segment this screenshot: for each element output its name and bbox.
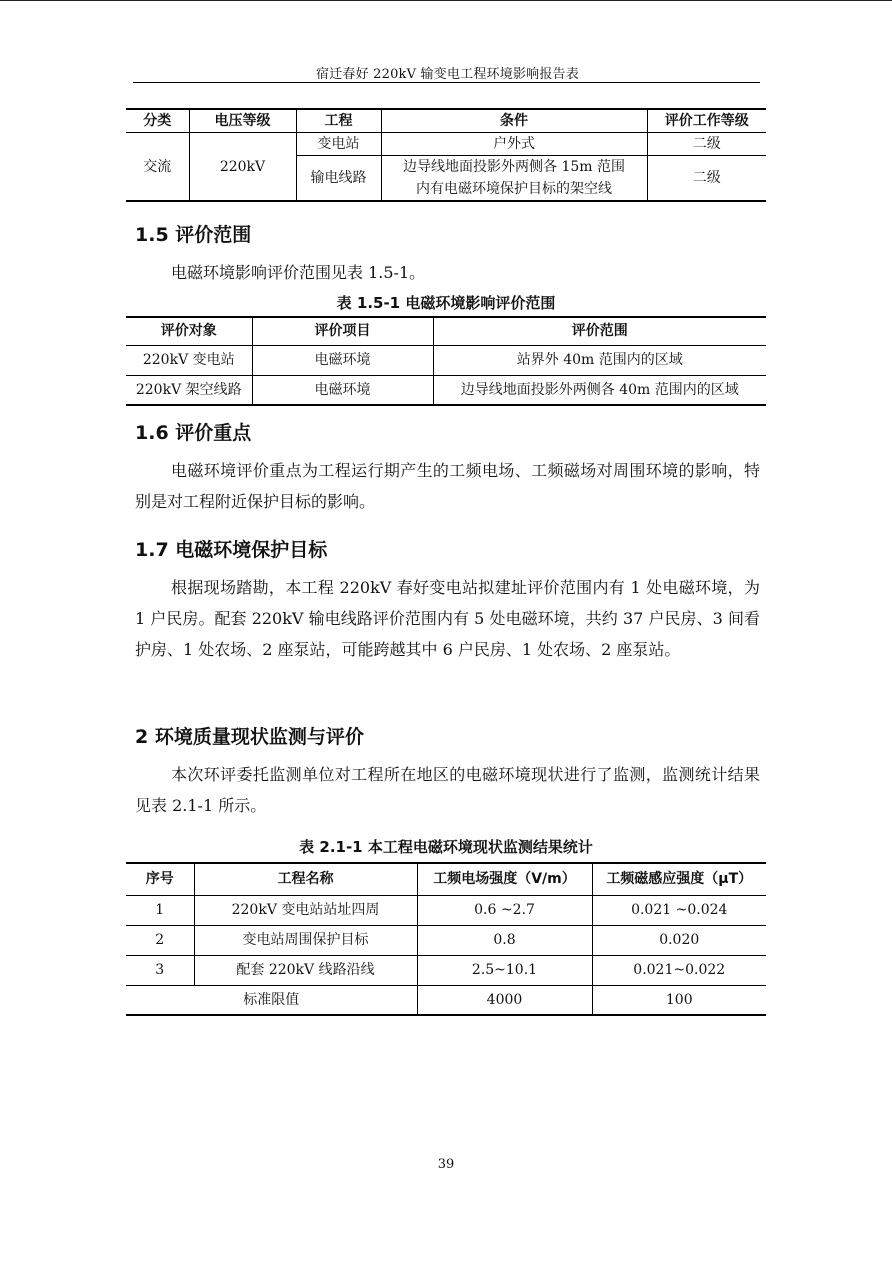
table-header-row [126, 863, 766, 895]
section-heading-2: 2 环境质量现状监测与评价 [135, 726, 364, 748]
page-number: 39 [437, 1157, 455, 1172]
table-header-cell: 评价项目 [252, 317, 433, 345]
table-row [126, 375, 766, 405]
section-1-6-paragraph: 电磁环境评价重点为工程运行期产生的工频电场、工频磁场对周围环境的影响，特别是对工程附近保护目标的影响。 [135, 461, 760, 511]
table-header-cell: 工程名称 [194, 863, 417, 895]
table-cell: 0.020 [592, 925, 766, 955]
table-header-cell: 工频电场强度（V/m） [417, 863, 592, 895]
voltage-cell: 220kV [189, 133, 296, 202]
project-cell: 变电站 [296, 133, 381, 156]
table-cell: 220kV 变电站站址四周 [194, 895, 417, 925]
table-cell: 配套 220kV 线路沿线 [194, 955, 417, 985]
top-border-line [0, 0, 892, 1]
evaluation-scope-table [126, 316, 766, 406]
table-cell: 3 [126, 955, 194, 985]
table-cell: 0.021 ~0.024 [592, 895, 766, 925]
level-cell: 二级 [647, 156, 766, 202]
table-header-cell: 评价范围 [433, 317, 766, 345]
section-1-7-paragraph: 根据现场踏勘，本工程 220kV 春好变电站拟建址评价范围内有 1 处电磁环境，为 1 户民房。配套 220kV 输电线路评价范围内有 5 处电磁环境，共约 37 户民房、3 间看护房、1 处农场、2 座泵站，可能跨越其中 6 户民房、1 处农场、2 座泵站。 [135, 578, 760, 659]
table-row [126, 133, 766, 156]
standard-limit-label: 标准限值 [126, 985, 417, 1015]
table-cell: 站界外 40m 范围内的区域 [433, 345, 766, 375]
table-cell: 0.6 ~2.7 [417, 895, 592, 925]
table-row [126, 955, 766, 985]
table-row [126, 895, 766, 925]
table-cell: 边导线地面投影外两侧各 40m 范围内的区域 [433, 375, 766, 405]
table-cell: 0.8 [417, 925, 592, 955]
table-header-cell: 序号 [126, 863, 194, 895]
running-header: 宿迁春好 220kV 输变电工程环境影响报告表 [316, 67, 579, 82]
table-caption-2-1-1: 表 2.1-1 本工程电磁环境现状监测结果统计 [299, 838, 593, 856]
section-heading-1-7: 1.7 电磁环境保护目标 [135, 539, 328, 561]
table-cell: 2.5~10.1 [417, 955, 592, 985]
table-header-cell: 工频磁感应强度（μT） [592, 863, 766, 895]
condition-cell: 户外式 [381, 133, 647, 156]
standard-limit-b: 100 [592, 985, 766, 1015]
project-cell: 输电线路 [296, 156, 381, 202]
table-cell: 电磁环境 [252, 345, 433, 375]
table-header-cell: 电压等级 [189, 109, 296, 133]
table-cell: 1 [126, 895, 194, 925]
table-header-cell: 评价对象 [126, 317, 252, 345]
condition-cell [381, 156, 647, 202]
level-cell: 二级 [647, 133, 766, 156]
category-cell: 交流 [126, 133, 189, 202]
table-cell: 220kV 架空线路 [126, 375, 252, 405]
table-cell: 电磁环境 [252, 375, 433, 405]
section-heading-1-5: 1.5 评价范围 [135, 224, 252, 246]
standard-limit-row [126, 985, 766, 1015]
standard-limit-e: 4000 [417, 985, 592, 1015]
header-rule [133, 82, 760, 83]
table-header-cell: 条件 [381, 109, 647, 133]
table-row [126, 925, 766, 955]
table-cell: 0.021~0.022 [592, 955, 766, 985]
table-caption-1-5-1: 表 1.5-1 电磁环境影响评价范围 [336, 294, 556, 312]
table-row [126, 345, 766, 375]
condition-line: 边导线地面投影外两侧各 15m 范围 [403, 159, 625, 175]
section-1-5-paragraph: 电磁环境影响评价范围见表 1.5-1。 [171, 263, 426, 282]
table-header-row [126, 317, 766, 345]
table-header-row [126, 109, 766, 133]
monitoring-results-table [126, 862, 766, 1016]
section-2-paragraph: 本次环评委托监测单位对工程所在地区的电磁环境现状进行了监测，监测统计结果见表 2.1-1 所示。 [135, 765, 760, 815]
table-header-cell: 工程 [296, 109, 381, 133]
table-cell: 变电站周围保护目标 [194, 925, 417, 955]
table-header-cell: 评价工作等级 [647, 109, 766, 133]
section-heading-1-6: 1.6 评价重点 [135, 422, 252, 444]
table-header-cell: 分类 [126, 109, 189, 133]
condition-line: 内有电磁环境保护目标的架空线 [416, 181, 612, 197]
table-cell: 220kV 变电站 [126, 345, 252, 375]
table-cell: 2 [126, 925, 194, 955]
evaluation-level-table [126, 108, 766, 202]
